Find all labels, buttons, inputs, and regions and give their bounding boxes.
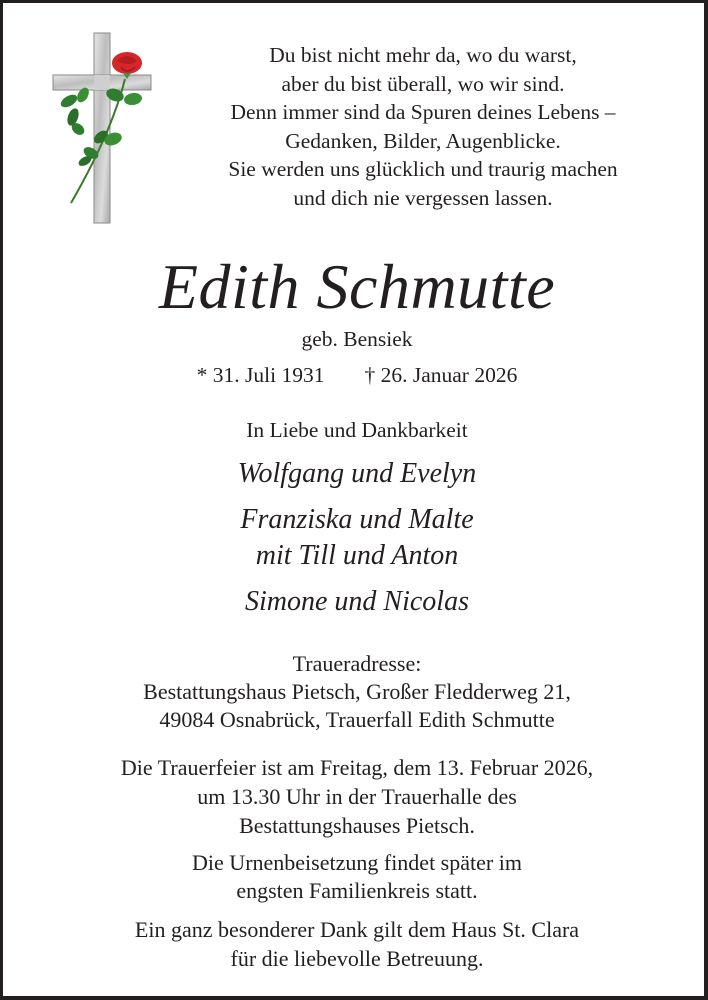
mourner-line: Franziska und Malte xyxy=(240,504,474,535)
ceremony-line: um 13.30 Uhr in der Trauerhalle des xyxy=(197,784,517,809)
mourner-line: mit Till und Anton xyxy=(255,540,459,571)
mourner-group xyxy=(3,502,708,574)
poem-line: Gedanken, Bilder, Augenblicke. xyxy=(285,128,561,153)
funeral-ceremony-info xyxy=(3,753,708,840)
deceased-name: Edith Schmutte xyxy=(158,251,556,322)
urn-burial-info xyxy=(3,849,708,905)
thanks-note xyxy=(3,915,708,973)
birth-date: * 31. Juli 1931 xyxy=(196,363,325,387)
maiden-name: geb. Bensiek xyxy=(301,327,413,351)
address-line: Bestattungshaus Pietsch, Großer Fledderweg 21, xyxy=(143,679,571,704)
life-dates xyxy=(3,361,708,389)
ceremony-line: Bestattungshauses Pietsch. xyxy=(239,813,475,838)
poem-line: Du bist nicht mehr da, wo du warst, xyxy=(269,43,577,67)
poem-line: Denn immer sind da Spuren deines Lebens – xyxy=(230,100,616,124)
thanks-line: für die liebevolle Betreuung. xyxy=(230,946,484,971)
mourner-group xyxy=(3,584,708,620)
cross-with-rose-icon xyxy=(51,31,155,225)
mourners-list xyxy=(3,456,708,630)
mourning-address xyxy=(3,650,708,734)
poem-line: und dich nie vergessen lassen. xyxy=(293,185,553,210)
address-label: Traueradresse: xyxy=(292,651,422,676)
memorial-poem xyxy=(173,41,673,212)
poem-line: aber du bist überall, wo wir sind. xyxy=(281,71,565,96)
death-date: † 26. Januar 2026 xyxy=(364,363,518,387)
address-line: 49084 Osnabrück, Trauerfall Edith Schmutte xyxy=(159,707,555,732)
thanks-line: Ein ganz besonderer Dank gilt dem Haus St. Clara xyxy=(134,917,580,942)
mourner-line: Simone und Nicolas xyxy=(245,586,469,617)
ceremony-line: Die Trauerfeier ist am Freitag, dem 13. Februar 2026, xyxy=(120,755,594,780)
mourner-line: Wolfgang und Evelyn xyxy=(237,458,477,489)
burial-line: engsten Familienkreis statt. xyxy=(236,878,478,903)
mourner-group xyxy=(3,456,708,492)
mourners-intro: In Liebe und Dankbarkeit xyxy=(246,418,468,442)
burial-line: Die Urnenbeisetzung findet später im xyxy=(192,850,522,875)
poem-line: Sie werden uns glücklich und traurig machen xyxy=(228,157,618,181)
